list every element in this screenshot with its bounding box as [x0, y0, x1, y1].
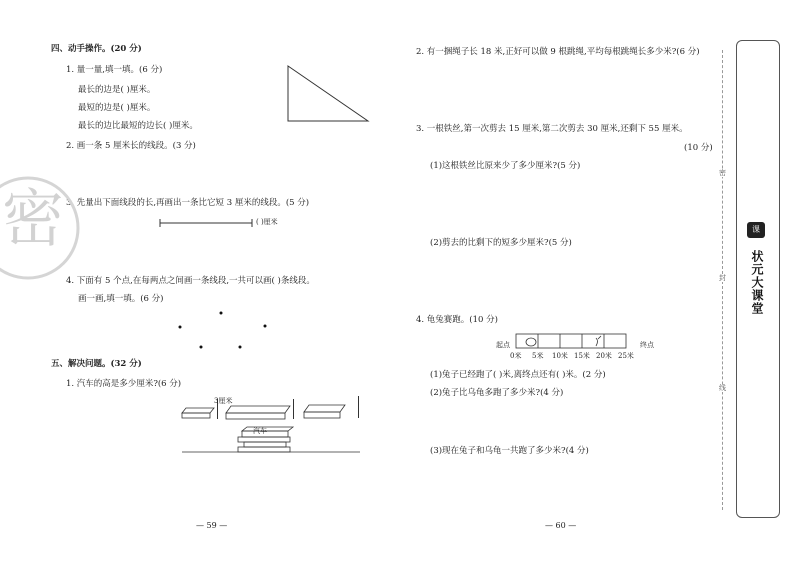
track-mark-15: 15米	[574, 352, 590, 360]
section5-title: 五、解决问题。(32 分)	[51, 359, 142, 369]
r-q4-3: (3)现在兔子和乌龟一共跑了多少米?(4 分)	[430, 446, 589, 456]
seal-label-2: 封	[719, 274, 726, 282]
logo-badge: 课	[747, 222, 765, 238]
track-mark-20: 20米	[596, 352, 612, 360]
turtle-icon	[526, 338, 536, 346]
q4-title: 4. 下面有 5 个点,在每两点之间画一条线段,一共可以画( )条线段。	[66, 276, 315, 286]
triangle-figure	[283, 64, 373, 124]
q1-line-1: 最长的边是( )厘米。	[78, 85, 156, 95]
track-start: 起点	[496, 341, 510, 349]
brand-logo: 状元大课堂	[750, 250, 764, 315]
p1-title: 1. 汽车的高是多少厘米?(6 分)	[66, 379, 182, 389]
seal-label-1: 密	[719, 169, 726, 177]
five-dots	[170, 310, 280, 355]
seal-label-3: 线	[719, 384, 726, 392]
measure-segment	[160, 217, 260, 229]
q3-title: 3. 先量出下面线段的长,再画出一条比它短 3 厘米的线段。(5 分)	[66, 198, 310, 208]
r-q3-1: (1)这根铁丝比原来少了多少厘米?(5 分)	[430, 161, 581, 171]
r-q3-2: (2)剪去的比剩下的短多少厘米?(5 分)	[430, 238, 572, 248]
r-q4: 4. 龟兔赛跑。(10 分)	[416, 315, 498, 325]
q3-blank: ( )厘米	[256, 218, 278, 226]
q1-title: 1. 量一量,填一填。(6 分)	[66, 65, 163, 75]
track-end: 终点	[640, 341, 654, 349]
track-mark-10: 10米	[552, 352, 568, 360]
car-label: 汽车	[253, 427, 267, 435]
track-mark-5: 5米	[532, 352, 544, 360]
dim-label-1: 3厘米	[214, 397, 233, 405]
q1-line-2: 最短的边是( )厘米。	[78, 103, 156, 113]
track-mark-0: 0米	[510, 352, 522, 360]
stamp-text: 密	[2, 182, 65, 255]
section4-title: 四、动手操作。(20 分)	[51, 44, 142, 54]
r-q4-2: (2)兔子比乌龟多跑了多少米?(4 分)	[430, 388, 564, 398]
page-number-left: — 59 —	[196, 521, 228, 530]
track-mark-25: 25米	[618, 352, 634, 360]
r-q4-1: (1)兔子已经跑了( )米,离终点还有( )米。(2 分)	[430, 370, 606, 380]
q1-line-3: 最长的边比最短的边长( )厘米。	[78, 121, 198, 131]
r-q2: 2. 有一捆绳子长 18 米,正好可以做 9 根跳绳,平均每根跳绳长多少米?(6 分)	[416, 47, 700, 57]
race-track	[516, 334, 636, 350]
q2-title: 2. 画一条 5 厘米长的线段。(3 分)	[66, 141, 196, 151]
page-number-right: — 60 —	[545, 521, 577, 530]
q4-sub: 画一画,填一填。(6 分)	[78, 294, 164, 304]
car-height-figure	[180, 393, 365, 455]
r-q3-score: (10 分)	[684, 143, 713, 153]
r-q3: 3. 一根铁丝,第一次剪去 15 厘米,第二次剪去 30 厘米,还剩下 55 厘米。	[416, 124, 688, 134]
rabbit-icon	[596, 336, 601, 346]
